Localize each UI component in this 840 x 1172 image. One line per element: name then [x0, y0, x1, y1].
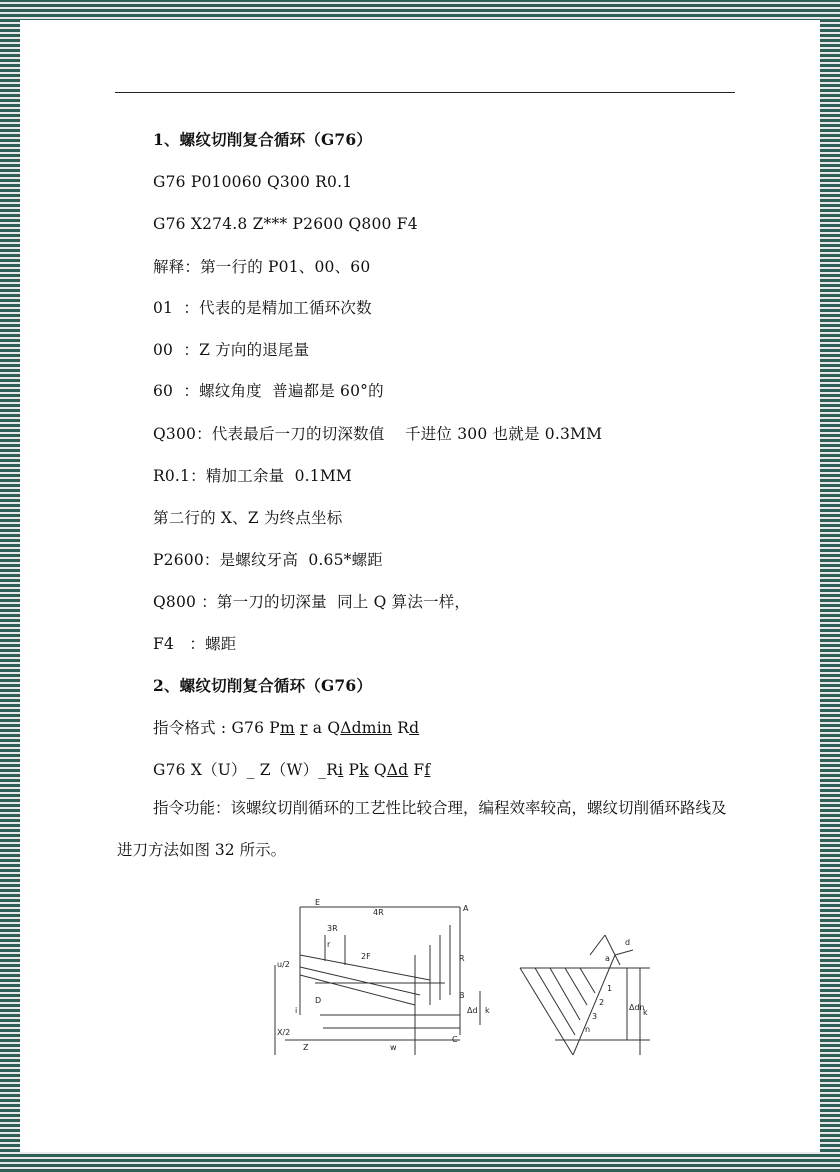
label-u2: u/2	[277, 960, 290, 969]
explanation-line: 解释：第一行的 P01、00、60	[153, 258, 371, 276]
label-E: E	[315, 898, 321, 907]
label-n: n	[585, 1025, 591, 1034]
label-3R: 3R	[327, 924, 338, 933]
function-paragraph: 指令功能：该螺纹切削循环的工艺性比较合理，编程效率较高，螺纹切削循环路线及进刀方法如图 32 所示。	[117, 799, 727, 859]
label-B: B	[459, 991, 465, 1000]
param-q300: Q300：代表最后一刀的切深数值 千进位 300 也就是 0.3MM	[153, 425, 603, 443]
label-1: 1	[607, 984, 613, 993]
param-r01: R0.1：精加工余量 0.1MM	[153, 467, 352, 485]
label-2F: 2F	[361, 952, 371, 961]
label-dd: Δd	[467, 1006, 478, 1015]
param-p2600: P2600：是螺纹牙高 0.65*螺距	[153, 551, 383, 569]
label-C: C	[452, 1035, 458, 1044]
label-k: k	[485, 1006, 490, 1015]
label-i: i	[295, 1006, 298, 1015]
label-d: d	[625, 938, 631, 947]
code-line-2: G76 X274.8 Z*** P2600 Q800 F4	[153, 215, 418, 233]
label-4R: 4R	[373, 908, 384, 917]
figure-32	[255, 895, 648, 1070]
label-a: a	[605, 954, 610, 963]
label-X2: X/2	[277, 1028, 291, 1037]
label-D: D	[315, 996, 322, 1005]
second-line-note: 第二行的 X、Z 为终点坐标	[153, 509, 343, 527]
code-line-1: G76 P010060 Q300 R0.1	[153, 173, 353, 191]
format-line-2: G76 X（U）_ Z（W）_Ri Pk QΔd Ff	[153, 761, 431, 779]
document-page	[20, 20, 820, 1152]
param-00: 00 ：Z 方向的退尾量	[153, 341, 310, 359]
section-heading-1: 1、螺纹切削复合循环（G76）	[153, 130, 373, 149]
label-dn: Δdn	[629, 1003, 645, 1012]
label-w: w	[390, 1043, 397, 1052]
param-q800: Q800 ：第一刀的切深量 同上 Q 算法一样，	[153, 593, 471, 611]
header-rule	[115, 92, 735, 93]
param-01: 01 ：代表的是精加工循环次数	[153, 299, 372, 317]
label-k2: k	[643, 1008, 648, 1017]
section-heading-2: 2、螺纹切削复合循环（G76）	[153, 676, 373, 695]
label-2: 2	[599, 998, 605, 1007]
param-60: 60 ：螺纹角度 普遍都是 60°的	[153, 382, 384, 400]
label-r: r	[327, 940, 331, 949]
format-line: 指令格式 : G76 Pm r a QΔdmin Rd	[153, 719, 420, 737]
label-R: R	[459, 954, 465, 963]
param-f4: F4 ：螺距	[153, 635, 237, 653]
label-A: A	[463, 904, 469, 913]
label-Z: Z	[303, 1043, 309, 1052]
label-3: 3	[592, 1012, 598, 1021]
thread-cycle-diagram	[255, 895, 648, 1070]
